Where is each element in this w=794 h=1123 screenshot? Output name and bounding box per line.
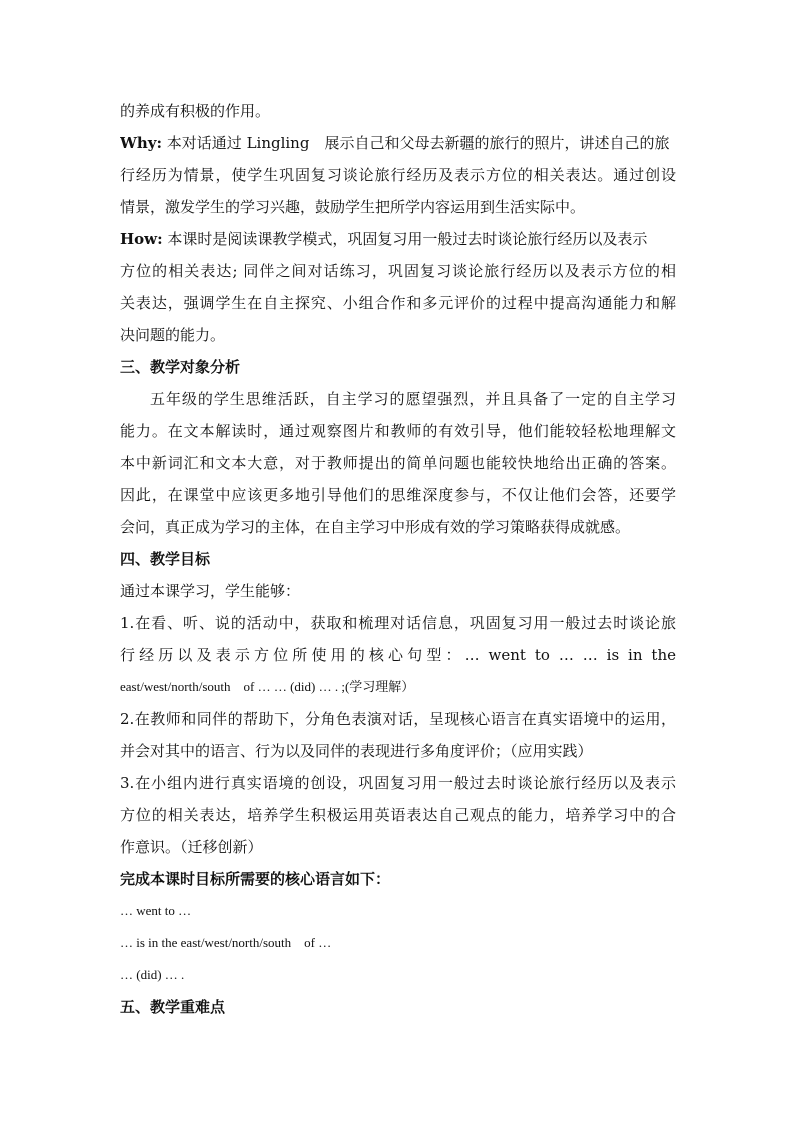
section-heading: 四、教学目标	[120, 550, 211, 568]
text-line: 因此，在课堂中应该更多地引导他们的思维深度参与，不仅让他们会答，还要学	[120, 486, 676, 504]
text-line: 本中新词汇和文本大意，对于教师提出的简单问题也能较快地给出正确的答案。	[120, 454, 676, 472]
section-heading: 五、教学重难点	[120, 998, 226, 1016]
objective-line: 3.在小组内进行真实语境的创设，巩固复习用一般过去时谈论旅行经历以及表示	[120, 774, 676, 792]
how-label: How:	[120, 230, 163, 248]
core-language-line: … went to …	[120, 903, 192, 918]
text-span: 本对话通过 Lingling 展示自己和父母去新疆的旅行的照片，讲述自己的旅	[166, 134, 670, 152]
why-paragraph-line	[120, 133, 676, 153]
text-line: 会问，真正成为学习的主体，在自主学习中形成有效的学习策略获得成就感。	[120, 518, 631, 536]
text-line: 的养成有积极的作用。	[120, 102, 271, 120]
text-line: 五年级的学生思维活跃，自主学习的愿望强烈，并且具备了一定的自主学习	[150, 390, 676, 408]
text-line: 能力。在文本解读时，通过观察图片和教师的有效引导，他们能较轻松地理解文	[120, 422, 676, 440]
why-label: Why:	[120, 134, 163, 152]
text-span: 本课时是阅读课教学模式，巩固复习用一般过去时谈论旅行经历以及表示	[167, 230, 648, 248]
objective-line: 2.在教师和同伴的帮助下，分角色表演对话，呈现核心语言在真实语境中的运用，	[120, 710, 676, 728]
subheading: 完成本课时目标所需要的核心语言如下：	[120, 870, 391, 888]
objective-line: 并会对其中的语言、行为以及同伴的表现进行多角度评价；（应用实践）	[120, 742, 593, 760]
text-line: 方位的相关表达; 同伴之间对话练习，巩固复习谈论旅行经历以及表示方位的相	[120, 262, 676, 280]
core-language-line: … is in the east/west/north/south of …	[120, 935, 332, 950]
how-paragraph-line	[120, 229, 676, 249]
text-line: 关表达，强调学生在自主探究、小组合作和多元评价的过程中提高沟通能力和解	[120, 294, 676, 312]
objective-line: 方位的相关表达，培养学生积极运用英语表达自己观点的能力，培养学习中的合	[120, 806, 676, 824]
objective-line: east/west/north/south of … … (did) … . ;(学习理解）	[120, 679, 415, 694]
text-line: 通过本课学习，学生能够：	[120, 582, 301, 600]
objective-line: 1.在看、听、说的活动中，获取和梳理对话信息，巩固复习用一般过去时谈论旅	[120, 614, 676, 632]
text-line: 行经历为情景，使学生巩固复习谈论旅行经历及表示方位的相关表达。通过创设	[120, 166, 676, 184]
text-line: 决问题的能力。	[120, 326, 226, 344]
objective-line: 作意识。（迁移创新）	[120, 838, 263, 856]
objective-line: 行经历以及表示方位所使用的核心句型：… went to … … is in the	[120, 646, 676, 664]
section-heading: 三、教学对象分析	[120, 358, 241, 376]
text-line: 情景，激发学生的学习兴趣，鼓励学生把所学内容运用到生活实际中。	[120, 198, 586, 216]
core-language-line: … (did) … .	[120, 967, 185, 982]
